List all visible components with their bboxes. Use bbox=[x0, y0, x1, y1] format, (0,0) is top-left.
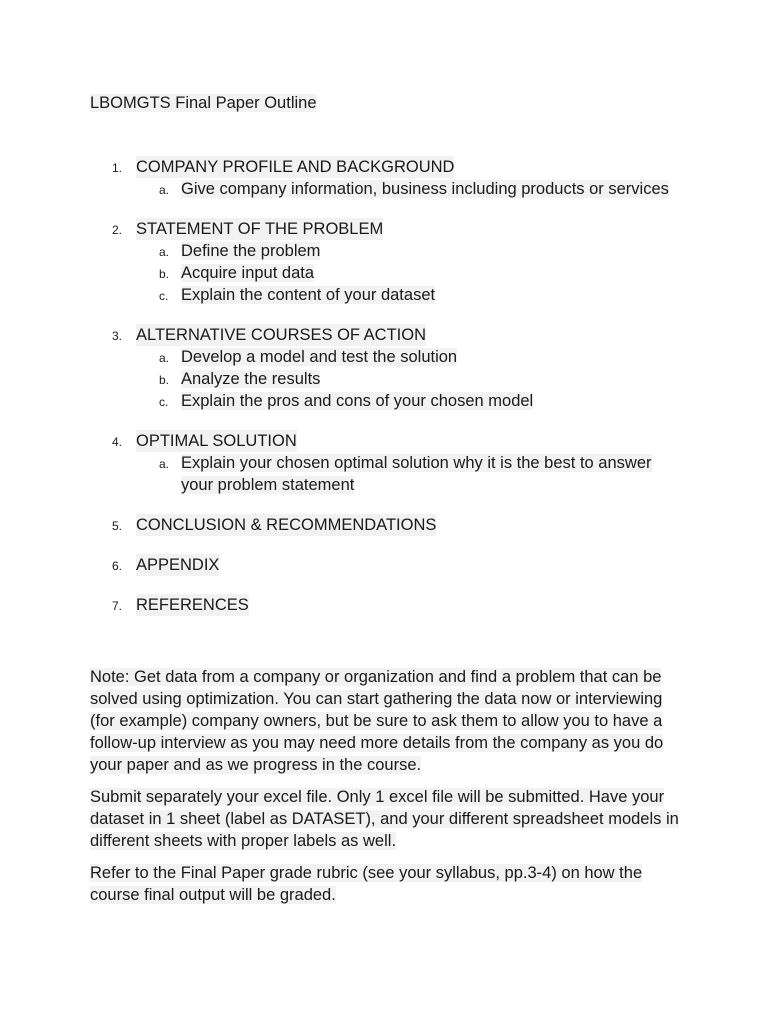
outline-item-number: 1. bbox=[112, 161, 123, 175]
outline-item-heading-text: APPENDIX bbox=[136, 556, 220, 574]
note-paragraph bbox=[90, 786, 685, 852]
outline-item-heading bbox=[0, 430, 768, 452]
outline-item-heading-text: REFERENCES bbox=[136, 596, 249, 614]
note-paragraph bbox=[90, 862, 685, 906]
outline-item bbox=[0, 554, 768, 576]
outline-item-heading bbox=[0, 594, 768, 616]
outline-item-heading-text: CONCLUSION & RECOMMENDATIONS bbox=[136, 516, 437, 534]
outline-subitem bbox=[0, 346, 681, 368]
document-title bbox=[90, 92, 317, 114]
outline-subitem-text: Develop a model and test the solution bbox=[181, 348, 458, 366]
outline-subitem-letter: a. bbox=[159, 183, 170, 197]
outline-subitem-letter: b. bbox=[159, 373, 170, 387]
outline-subitem bbox=[0, 240, 681, 262]
outline-subitem-letter: c. bbox=[159, 289, 169, 303]
note-paragraph-text: Submit separately your excel file. Only 1 excel file will be submitted. Have your dataset in 1 sheet (label as DATASET), and your different spreadsheet models in different sheets with proper labels as well. bbox=[90, 788, 679, 850]
outline-subitem-text: Explain your chosen optimal solution why it is the best to answer your problem statement bbox=[181, 454, 652, 494]
outline-item bbox=[0, 430, 768, 496]
outline-item-number: 3. bbox=[112, 329, 123, 343]
outline-item bbox=[0, 156, 768, 200]
outline-subitem bbox=[0, 284, 681, 306]
outline-item-number: 7. bbox=[112, 599, 123, 613]
note-paragraph bbox=[90, 666, 685, 776]
outline-item bbox=[0, 218, 768, 306]
outline-item-number: 2. bbox=[112, 223, 123, 237]
notes-section bbox=[90, 666, 685, 916]
outline-subitem bbox=[0, 368, 681, 390]
outline-item-heading bbox=[0, 554, 768, 576]
outline-subitem-text: Acquire input data bbox=[181, 264, 315, 282]
outline-item-heading-text: COMPANY PROFILE AND BACKGROUND bbox=[136, 158, 455, 176]
outline-subitem-letter: b. bbox=[159, 267, 170, 281]
outline-subitem-letter: a. bbox=[159, 351, 170, 365]
outline-subitem-letter: a. bbox=[159, 245, 170, 259]
outline-item-number: 4. bbox=[112, 435, 123, 449]
outline-subitem-text: Explain the pros and cons of your chosen model bbox=[181, 392, 534, 410]
outline-item-number: 5. bbox=[112, 519, 123, 533]
outline-subitem-text: Analyze the results bbox=[181, 370, 321, 388]
outline-subitem bbox=[0, 390, 681, 412]
outline-item bbox=[0, 324, 768, 412]
note-paragraph-text: Refer to the Final Paper grade rubric (see your syllabus, pp.3-4) on how the course final output will be graded. bbox=[90, 864, 643, 904]
outline-subitem-letter: a. bbox=[159, 457, 170, 471]
outline-item-heading-text: STATEMENT OF THE PROBLEM bbox=[136, 220, 384, 238]
outline-item-heading bbox=[0, 156, 768, 178]
document-title-text: LBOMGTS Final Paper Outline bbox=[90, 94, 317, 112]
outline-subitem bbox=[0, 262, 681, 284]
outline-list bbox=[0, 156, 768, 634]
outline-item bbox=[0, 514, 768, 536]
outline-item-number: 6. bbox=[112, 559, 123, 573]
outline-item-heading bbox=[0, 218, 768, 240]
outline-item-heading bbox=[0, 324, 768, 346]
outline-item bbox=[0, 594, 768, 616]
note-paragraph-text: Note: Get data from a company or organization and find a problem that can be solved using optimization. You can start gathering the data now or interviewing (for example) company owners, but be sure to ask them to allow you to have a follow-up interview as you may need more details from the company as you do your paper and as we progress in the course. bbox=[90, 668, 664, 774]
outline-subitem bbox=[0, 178, 681, 200]
outline-subitem bbox=[0, 452, 681, 496]
outline-subitem-text: Define the problem bbox=[181, 242, 321, 260]
outline-subitem-text: Explain the content of your dataset bbox=[181, 286, 436, 304]
outline-item-heading-text: ALTERNATIVE COURSES OF ACTION bbox=[136, 326, 427, 344]
outline-item-heading bbox=[0, 514, 768, 536]
outline-item-heading-text: OPTIMAL SOLUTION bbox=[136, 432, 297, 450]
outline-subitem-letter: c. bbox=[159, 395, 169, 409]
outline-subitem-text: Give company information, business including products or services bbox=[181, 180, 669, 198]
